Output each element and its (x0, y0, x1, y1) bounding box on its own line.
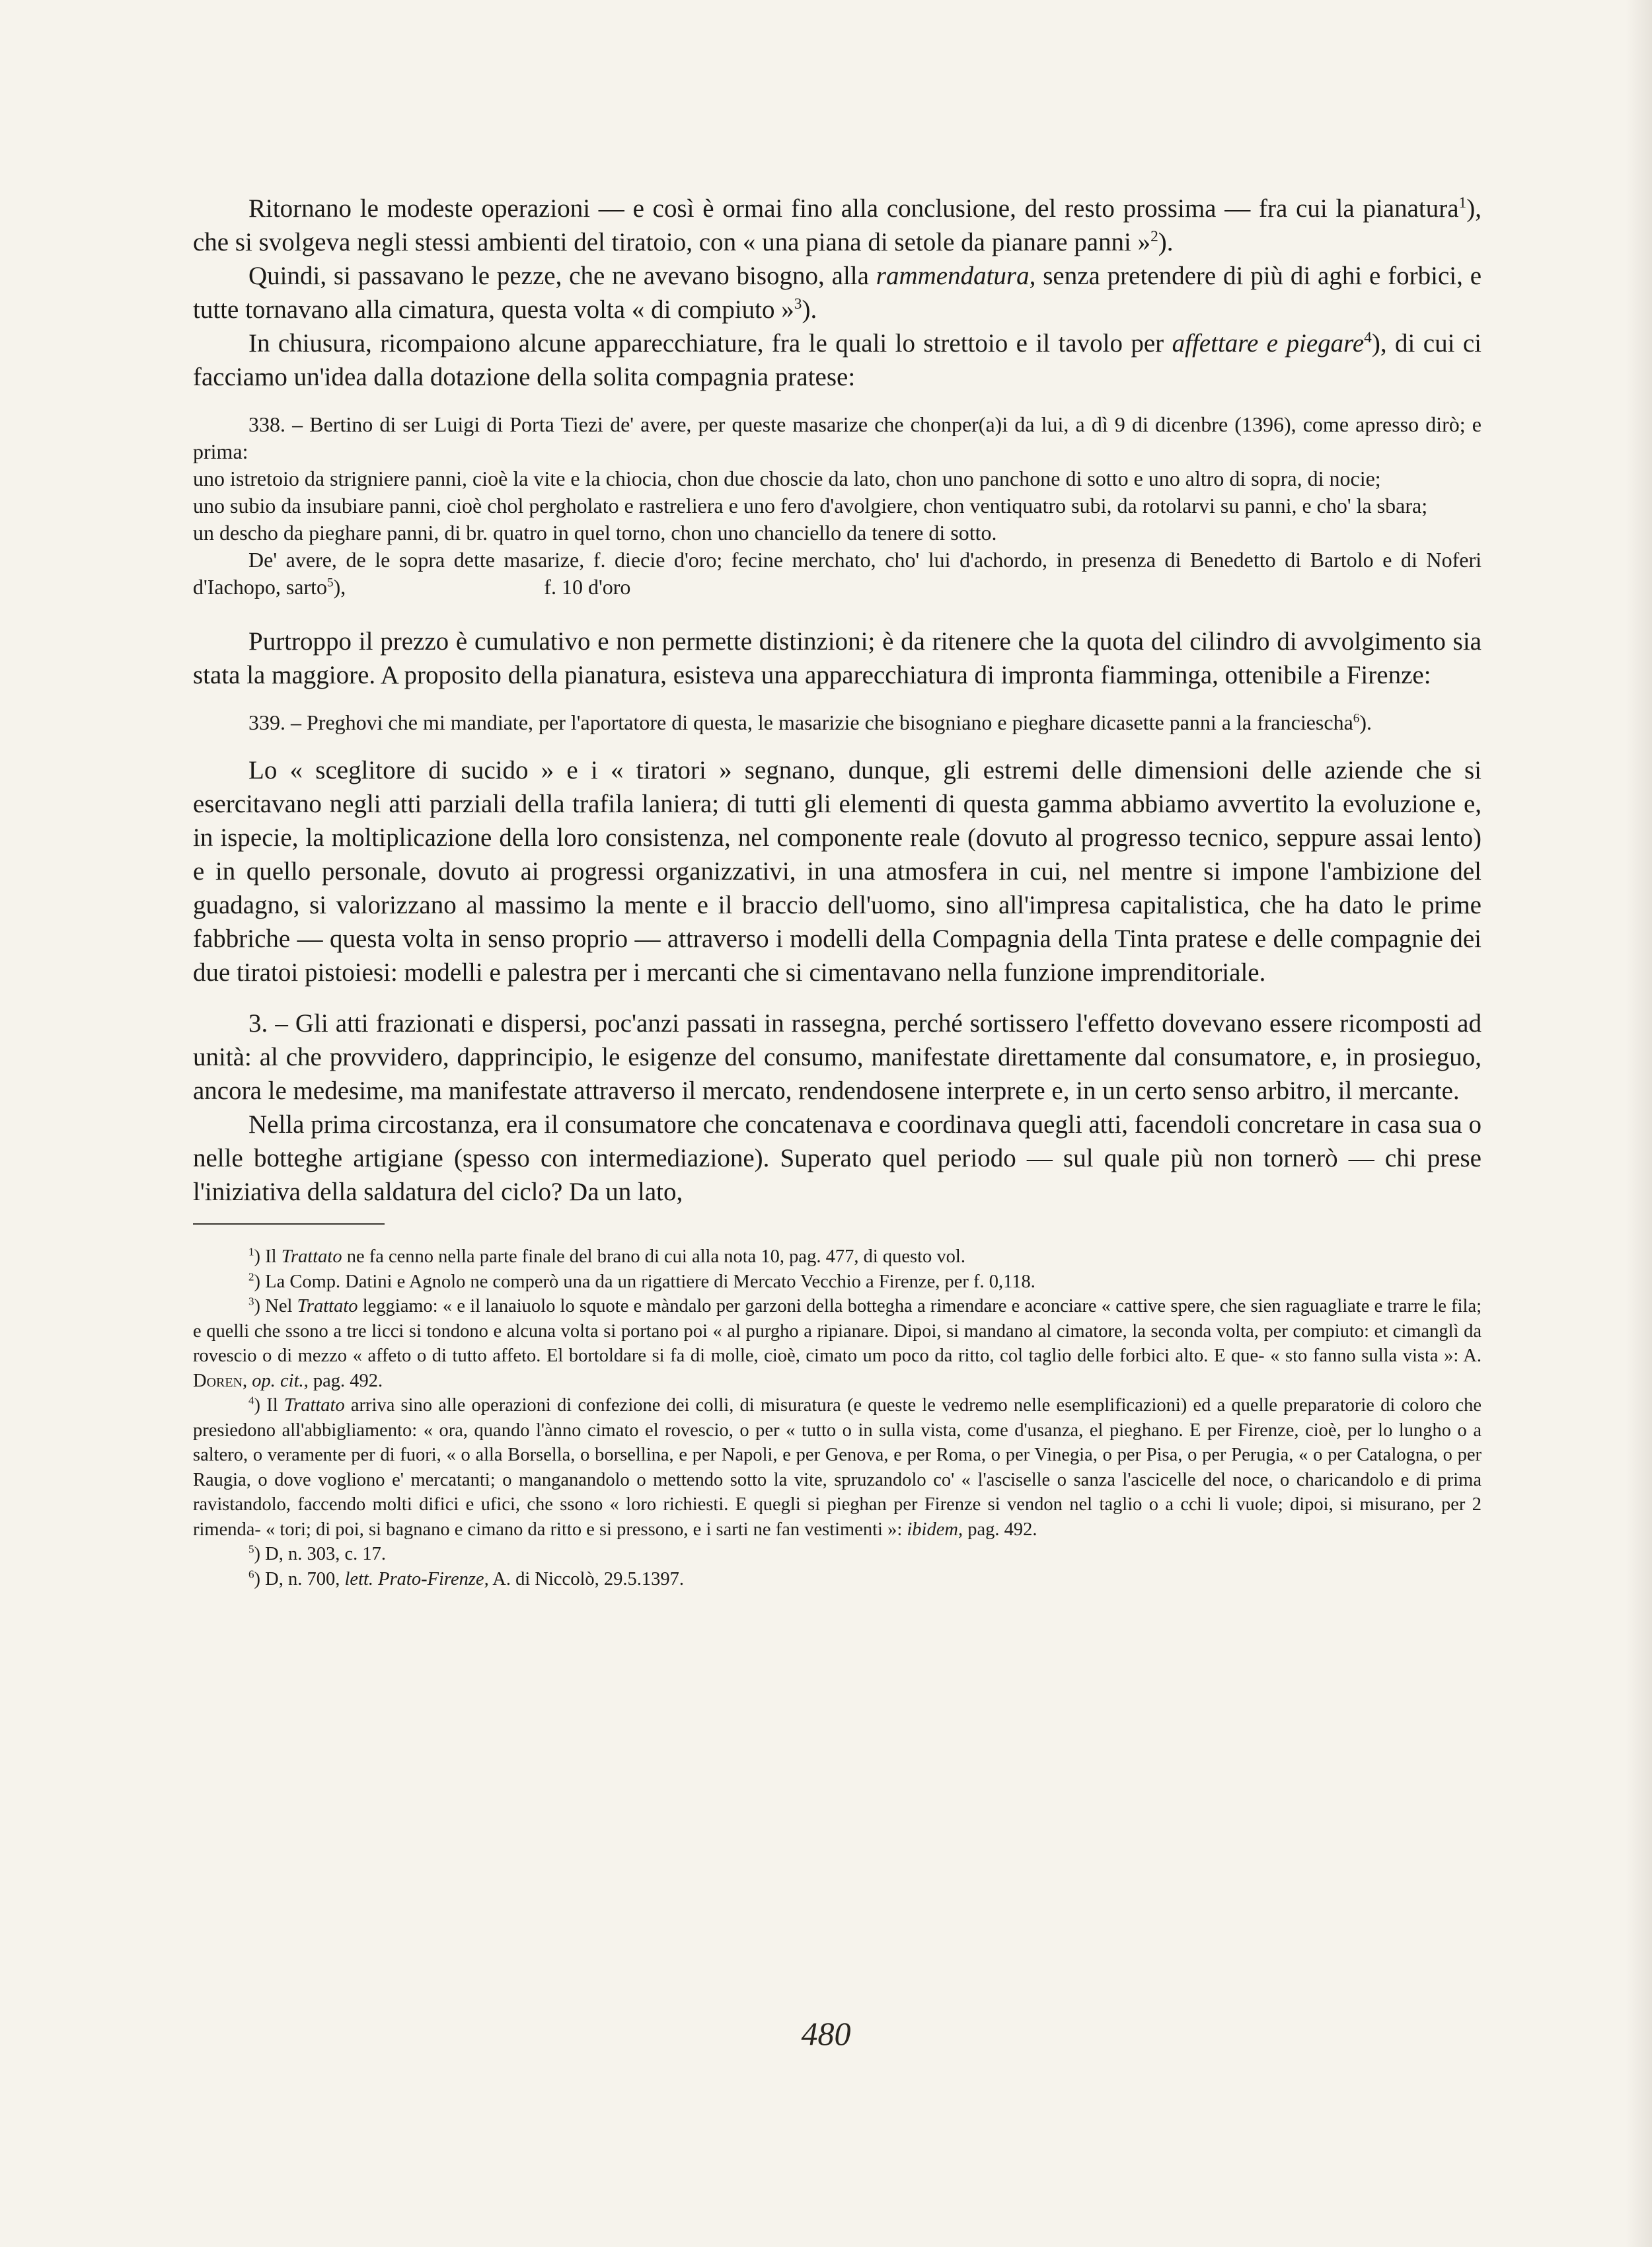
footnote-4: $^4$) Il Trattato arriva sino alle operazioni di confezione dei colli, di misuratura (e queste le vedremo nelle esemplificazioni) ed a quelle preparatorie di coloro che presiedono all'abbigliamento: « ora, quando l'ànno cimato el rovescio, o per « tutto o in sulla vista, come d'usanza, el pieghano. E per Firenze, cioè, per lo lungho o a saltero, o veramente per di fuori, « o alla Borsella, o borsellina, e per Napoli, e per Genova, e per Roma, o per Vinegia, o per Pisa, o per Perugia, « o per Catalogna, o per Raugia, o dove vogliono e' mercatanti; o manganandolo o mettendo sotto la vite, spruzandolo co' « l'asciselle o sanza l'ascicelle del noce, o charicandolo e di prima ravistandolo, faccendo molti difici e ufici, che ssono « loro richiesti. E quegli si pieghan per Firenze si vendon nel taglio o a cchi li vuole; dipoi, si misurano, per 2 rimenda- « tori; di poi, si bagnano e cimano da ritto e si pressono, e i sarti ne fan vestimenti »: ibidem, pag. 492. (193, 1394, 1482, 1540)
doc338-amount: f. 10 d'oro (544, 575, 631, 599)
doc338-item: uno istretoio da strigniere panni, cioè la vite e la chiocia, chon due choscie da lato, chon uno panchone di sotto e uno altro di sopra, di nocie; (193, 467, 1381, 490)
doc338-heading: 338. – Bertino di ser Luigi di Porta Tiezi de' avere, per queste masarize che chonper(a)i da lui, a dì 9 di dicenbre (1396), come apresso dirò; e prima: (193, 412, 1482, 463)
document-339: 339. – Preghovi che mi mandiate, per l'aportatore di questa, le masarizie che bisogniano e pieghare dicasette panni a la franciescha$^6$). (248, 710, 1372, 734)
footnote-5: $^5$) D, n. 303, c. 17. (248, 1542, 387, 1564)
paragraph-1: Ritornano le modeste operazioni — e così è ormai fino alla conclusione, del resto prossima — fra cui la pianatura$^1$), che si svolgeva negli stessi ambienti del tiratoio, con « una piana di setole da pianare panni »$^2$). (193, 194, 1482, 256)
paragraph-4: Purtroppo il prezzo è cumulativo e non permette distinzioni; è da ritenere che la quota del cilindro di avvolgimento sia stata la maggiore. A proposito della pianatura, esisteva una apparecchiatura di impronta fiamminga, ottenibile a Firenze: (193, 627, 1482, 689)
footnote-ref[interactable]: 6 (1353, 711, 1360, 726)
footnote-separator (193, 1223, 385, 1225)
footnote-ref[interactable]: 1 (1458, 194, 1467, 211)
doc338-item: uno subio da insubiare panni, cioè chol pergholato e rastreliera e uno fero d'avolgiere, chon ventiquatro subi, da rotolarvi su panni, e cho' la sbara; (193, 494, 1428, 517)
footnote-2: $^2$) La Comp. Datini e Agnolo ne comperò una da un rigattiere di Mercato Vecchio a Firenze, per f. 0,118. (248, 1270, 1035, 1292)
document-338 (193, 411, 1482, 601)
page-number: 480 (801, 2015, 851, 2052)
doc338-closing: De' avere, de le sopra dette masarize, f. diecie d'oro; fecine merchato, cho' lui d'achordo, in presenza di Benedetto di Bartolo e di Noferi d'Iachopo, sarto$^5$), f. 10 d'oro (193, 548, 1482, 599)
footnote-3: $^3$) Nel Trattato leggiamo: « e il lanaiuolo lo squote e màndalo per garzoni della bottegha a rimendare e aconciare « cattive spere, che sien raguagliate e trarre le fila; e quelli che ssono a tre licci si tondono e alcuna volta si portano poi « al purgho a ripianare. Dipoi, si mandano al cimatore, la seconda volta, per compiuto: et cimanglì da rovescio o di mezzo « affeto o di tutto affeto. El bortoldare si fa di molle, cioè, cimato um poco da ritto, col taglio delle forbici alto. E que- « sto fanno sulla vista »: A. Doren, op. cit., pag. 492. (193, 1295, 1482, 1391)
footnote-ref[interactable]: 5 (327, 576, 334, 590)
footnotes (193, 1244, 1482, 1591)
footnote-1: $^1$) Il Trattato ne fa cenno nella parte finale del brano di cui alla nota 10, pag. 477, di questo vol. (248, 1245, 965, 1267)
footnote-ref[interactable]: 3 (794, 295, 802, 313)
paragraph-7: Nella prima circostanza, era il consumatore che concatenava e coordinava quegli atti, facendoli concretare in casa sua o nelle botteghe artigiane (spesso con intermediazione). Superato quel periodo — sul quale più non tornerò — chi prese l'iniziativa della saldatura del ciclo? Da un lato, (193, 1110, 1482, 1206)
paragraph-2: Quindi, si passavano le pezze, che ne avevano bisogno, alla rammendatura, senza pretendere di più di aghi e forbici, e tutte tornavano alla cimatura, questa volta « di compiuto »$^3$). (193, 262, 1482, 324)
paragraph-5: Lo « sceglitore di sucido » e i « tiratori » segnano, dunque, gli estremi delle dimensioni delle aziende che si esercitavano negli atti parziali della trafila laniera; di tutti gli elementi di questa gamma abbiamo avvertito la evoluzione e, in ispecie, la moltiplicazione della loro consistenza, nel componente reale (dovuto al progresso tecnico, seppure assai lento) e in quello personale, dovuto ai progressi organizzativi, in una atmosfera in cui, nel mentre si impone l'ambizione del guadagno, si valorizzano al massimo la mente e il braccio dell'uomo, sino all'impresa capitalistica, che ha dato le prime fabbriche — questa volta in senso proprio — attraverso i modelli della Compagnia della Tinta pratese e delle compagnie dei due tiratoi pistoiesi: modelli e palestra per i mercanti che si cimentavano nella funzione imprenditoriale. (193, 756, 1482, 987)
doc338-item: un descho da pieghare panni, di br. quatro in quel torno, chon uno chanciello da tenere di sotto. (193, 521, 997, 545)
footnote-ref[interactable]: 2 (1150, 228, 1158, 245)
paragraph-3: In chiusura, ricompaiono alcune apparecchiature, fra le quali lo strettoio e il tavolo per affettare e piegare$^4$), di cui ci facciamo un'idea dalla dotazione della solita compagnia pratese: (193, 329, 1482, 391)
footnote-6: $^6$) D, n. 700, lett. Prato-Firenze, A. di Niccolò, 29.5.1397. (248, 1568, 684, 1589)
footnote-ref[interactable]: 4 (1364, 329, 1372, 346)
paragraph-6: 3. – Gli atti frazionati e dispersi, poc'anzi passati in rassegna, perché sortissero l'effetto dovevano essere ricomposti ad unità: al che provvidero, dapprincipio, le esigenze del consumo, manifestate direttamente dal consumatore, e, in prosieguo, ancora le medesime, ma manifestate attraverso il mercato, rendendosene interprete e, in un certo senso arbitro, il mercante. (193, 1009, 1482, 1105)
main-text (193, 192, 1482, 1591)
